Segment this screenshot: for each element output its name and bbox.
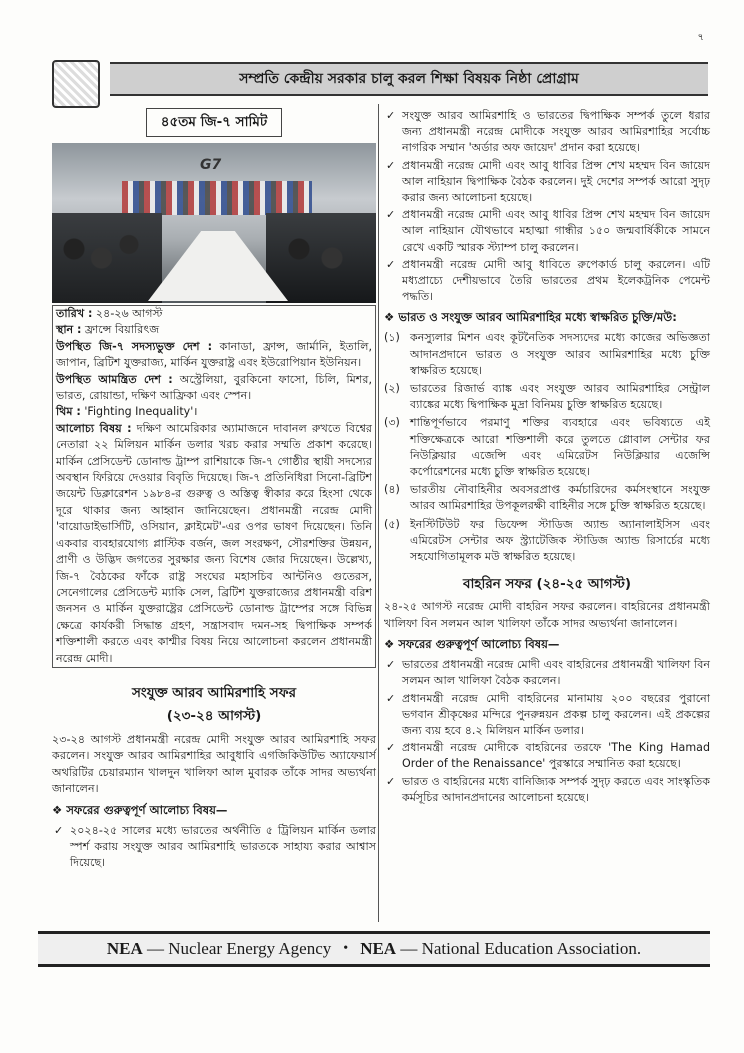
g7-members: [56, 339, 372, 372]
list-item: [384, 207, 710, 256]
check-icon: ✓: [54, 823, 64, 837]
list-item: [384, 740, 710, 772]
check-icon: ✓: [386, 257, 396, 271]
list-item: [384, 257, 710, 306]
uae-points-left: [52, 823, 376, 872]
bahrain-intro: ২৪-২৫ আগস্ট নরেন্দ্র মোদী বাহরিন সফর করলেন। বাহরিনের প্রধানমন্ত্রী খালিফা বিন সলমন আল খালিফা তাঁকে সাদর অভ্যর্থনা জানালেন।: [384, 600, 710, 630]
flags-row: [122, 181, 312, 215]
mou-text: ভারতের রিজার্ভ ব্যাঙ্ক এবং সংযুক্ত আরব আমিরশাহির সেন্ট্রাল ব্যাঙ্কের মধ্যে দ্বিপাক্ষিক মুদ্রা বিনিময় চুক্তি স্বাক্ষরিত হয়েছে।: [410, 382, 710, 412]
g7-summit-photo: [52, 143, 376, 303]
mou-text: ভারতীয় নৌবাহিনীর অবসরপ্রাপ্ত কর্মচারিদের কর্মসংস্থানে সংযুক্ত আরব আমিরশাহির উপকূলরক্ষী বাহিনীর সঙ্গে চুক্তি স্বাক্ষরিত হয়েছে।: [410, 483, 710, 513]
mou-item: [384, 482, 710, 514]
delegates-right: [266, 213, 376, 303]
list-item: [384, 108, 710, 157]
mou-list: [384, 330, 710, 565]
members-label: উপস্থিত জি-৭ সদস্যভুক্ত দেশ :: [56, 339, 213, 353]
mou-item: [384, 415, 710, 480]
g7-info-box: [52, 305, 376, 668]
check-icon: ✓: [386, 109, 396, 122]
footer-entry-1: [107, 939, 331, 959]
diamond-bullet-icon: ❖: [384, 637, 399, 652]
list-item-text: ভারত ও বাহরিনের মধ্যে বানিজ্যিক সম্পর্ক সুদৃঢ় করতে এবং সাংস্কৃতিক কর্মসূচির আদানপ্রদানের আলোচনা হয়েছে।: [402, 774, 710, 804]
g7-place: [56, 322, 372, 338]
g7-title: ৪৫তম জি-৭ সামিট: [146, 108, 282, 137]
list-item: [384, 657, 710, 689]
page-number: ৭: [697, 32, 704, 43]
bahrain-title: বাহরিন সফর (২৪-২৫ আগস্ট): [462, 576, 632, 593]
list-item-text: প্রধানমন্ত্রী নরেন্দ্র মোদী এবং আবু ধাবির প্রিন্স শেখ মহম্মদ বিন জায়েদ আল নাহিয়ান যৌথভাবে মহাত্মা গান্ধীর ১৫০ জন্মবার্ষিকীকে সামনে রেখে একটি স্মারক স্ট্যাম্প চালু করলেন।: [402, 208, 710, 254]
uae-sub-text: সফরের গুরুত্বপূর্ণ আলোচ্য বিষয়—: [66, 802, 228, 817]
list-item-text: ভারতের প্রধানমন্ত্রী নরেন্দ্র মোদী এবং বাহরিনের প্রধানমন্ত্রী খালিফা বিন সলমন আল খালিফা বৈঠক করলেন।: [402, 658, 710, 688]
list-item-text: সংযুক্ত আরব আমিরশাহি ও ভারতের দ্বিপাক্ষিক সম্পর্ক তুলে ধরার জন্য প্রধানমন্ত্রী নরেন্দ্র মোদীকে সংযুক্ত আরব আমিরশাহির সর্বোচ্চ নাগরিক সম্মান 'অর্ডার অফ জায়েদ' প্রদান করা হয়েছে।: [402, 109, 710, 155]
date-value: ২৪-২৬ আগস্ট: [92, 307, 163, 320]
mou-number: (৫): [384, 517, 400, 531]
publisher-logo-icon: [52, 60, 100, 108]
g7-body: [56, 421, 372, 667]
uae-title: সংযুক্ত আরব আমিরশাহি সফর: [131, 684, 296, 701]
delegates-left: [52, 213, 162, 303]
list-item-text: প্রধানমন্ত্রী নরেন্দ্র মোদী এবং আবু ধাবির প্রিন্স শেখ মহম্মদ বিন জায়েদ আল নাহিয়ান দ্বিপাক্ষিক বৈঠক করলেন। দুই দেশের সম্পর্ক আরো সুদৃঢ় করার জন্য আলোচনা হয়েছে।: [402, 158, 710, 205]
date-label: তারিখ :: [56, 307, 93, 320]
list-item: [384, 691, 710, 740]
check-icon: ✓: [386, 658, 396, 672]
list-item: [384, 774, 710, 806]
footer-entry-2: [360, 939, 641, 959]
mou-number: (৩): [384, 416, 400, 430]
bahrain-sub-text: সফরের গুরুত্বপূর্ণ আলোচ্য বিষয়—: [398, 637, 560, 652]
bahrain-sub-heading: [384, 636, 710, 655]
diamond-bullet-icon: ❖: [384, 310, 399, 325]
place-label: স্থান :: [56, 323, 82, 337]
footer-abbr-1: NEA: [106, 939, 143, 958]
body-text: দক্ষিণ আমেরিকার অ্যামাজনে দাবানল রুখতে বিশ্বের নেতারা ২২ মিলিয়ন মার্কিন ডলার খরচ করার সম্মতি প্রকাশ করেছে। মার্কিন প্রেসিডেন্ট ডোনাল্ড ট্রাম্প রাশিয়াকে জি-৭ গোষ্ঠীর স্থায়ী সদস্যের অবস্থান ফিরিয়ে দেওয়ার বিবৃতি দিয়েছে। জি-৭ প্রতিনিধিরা সিনো-ব্রিটিশ জয়েন্ট ডিক্লারেশন ১৯৮৪-র গুরুত্ব ও অস্তিত্ব স্বীকার করে হিংসা থেকে দূরে থাকার জন্য আহ্বান জানিয়েছেন। প্রধানমন্ত্রী নরেন্দ্র মোদী 'বায়োডাইভার্সিটি, ওসিয়ান, ক্লাইমেট'-এর ওপর ভাষণ দিয়েছেন। তিনি একবার ব্যবহারযোগ্য প্লাস্টিক বর্জন, জল সংরক্ষণ, সৌরশক্তির উন্নয়ন, প্রাণী ও উদ্ভিদ জগতের সুরক্ষার জন্য বিশেষ জোর দিয়েছেন। উল্লেখ্য, জি-৭ বৈঠকের ফাঁকে রাষ্ট্র সংঘের মহাসচিব আন্টনিও গুতেরস, সেনেগালের প্রেসিডেন্ট ম্যাকি সেল, ব্রিটিশ যুক্তরাজ্যের প্রধানমন্ত্রী বরিশ জনসন ও মার্কিন যুক্তরাষ্ট্রের প্রেসিডেন্ট ডোনাল্ড ট্রাম্পের সঙ্গে বিভিন্ন ক্ষেত্রে কার্যকরী সিদ্ধান্ত গ্রহণ, সন্ত্রাসবাদ দমন-সহ দ্বিপাক্ষিক সম্পর্ক শক্তিশালী করতে এবং কাশ্মীর বিষয় নিয়ে আলোচনা করলেন প্রধানমন্ত্রী নরেন্দ্র মোদী।: [56, 421, 373, 665]
uae-intro: ২৩-২৪ আগস্ট প্রধানমন্ত্রী নরেন্দ্র মোদী সংযুক্ত আরব আমিরশাহি সফর করলেন। সংযুক্ত আরব আমিরশাহির আবুধাবি এগজিকিউটিভ অ্যাফেয়ার্স অথরিটির চেয়ারম্যান খালদুন খালিফা আল মুবারক তাঁকে সাদর অভ্যর্থনা জানালেন।: [52, 732, 376, 796]
footer-bar: [38, 931, 710, 967]
mou-item: [384, 517, 710, 566]
mou-number: (৪): [384, 483, 400, 497]
uae-points-right: [384, 108, 710, 305]
footer-full-1: — Nuclear Energy Agency: [147, 939, 332, 958]
g7-theme: [56, 404, 372, 420]
column-divider: [378, 104, 379, 922]
check-icon: ✓: [386, 774, 396, 788]
check-icon: ✓: [386, 158, 396, 172]
list-item-text: ২০২৪-২৫ সালের মধ্যে ভারতের অর্থনীতি ৫ ট্রিলিয়ন মার্কিন ডলার স্পর্শ করায় সংযুক্ত আরব আমিরশাহি ভারতকে সাহায্য করার আশ্বাস দিয়েছে।: [70, 823, 376, 869]
uae-dates: (২৩-২৪ আগস্ট): [166, 707, 262, 724]
place-value: ফ্রান্সে বিয়ারিৎজ: [81, 323, 160, 337]
invited-label: উপস্থিত আমন্ত্রিত দেশ :: [56, 372, 173, 386]
mou-heading: [384, 309, 710, 328]
check-icon: ✓: [386, 741, 396, 755]
body-label: আলোচ্য বিষয় :: [56, 421, 132, 435]
mou-text: কনস্যুলার মিশন এবং কূটনৈতিক সদস্যদের মধ্যে কাজের অভিজ্ঞতা আদানপ্রদানে ভারত ও সংযুক্ত আরব আমিরশাহির মধ্যে চুক্তি স্বাক্ষরিত হয়েছে।: [410, 331, 710, 377]
bahrain-points: [384, 657, 710, 806]
invited-value: অস্ট্রেলিয়া, বুরকিনো ফাসো, চিলি, মিশর, ভারত, রোয়ান্ডা, দক্ষিণ আফ্রিকা এবং স্পেন।: [56, 372, 372, 403]
list-item-text: প্রধানমন্ত্রী নরেন্দ্র মোদী বাহরিনের মানামায় ২০০ বছরের পুরানো ভগবান শ্রীকৃষ্ণের মন্দিরে পুনরুন্নয়ন প্রকল্প চালু করলেন। এই প্রকল্পের জন্য ব্যয় হবে ৪.২ মিলিয়ন মার্কিন ডলার।: [402, 691, 710, 737]
mou-item: [384, 381, 710, 413]
g7-logo-text: G7: [200, 157, 222, 173]
left-column: [52, 108, 376, 919]
g7-invited: [56, 372, 372, 405]
g7-date: [56, 306, 372, 322]
page-banner: সম্প্রতি কেন্দ্রীয় সরকার চালু করল শিক্ষা বিষয়ক নিষ্ঠা প্রোগ্রাম: [110, 62, 708, 96]
footer-abbr-2: NEA: [360, 939, 397, 958]
check-icon: ✓: [386, 691, 396, 705]
members-value: কানাডা, ফ্রান্স, জার্মানি, ইতালি, জাপান, ব্রিটিশ যুক্তরাজ্য, মার্কিন যুক্তরাষ্ট্র এবং ইউরোপিয়ান ইউনিয়ন।: [56, 339, 373, 370]
mou-heading-text: ভারত ও সংযুক্ত আরব আমিরশাহির মধ্যে স্বাক্ষরিত চুক্তি/মউ:: [398, 310, 677, 325]
footer-full-2: — National Education Association.: [400, 939, 642, 958]
list-item: [52, 823, 376, 872]
mou-text: ইনস্টিটিউট ফর ডিফেন্স স্টাডিজ অ্যান্ড অ্যানালাইসিস এবং এমিরেটস সেন্টার অফ স্ট্র্যাটেজিক স্টাডিজ অ্যান্ড রিসার্চের মধ্যে সহযোগিতামূলক মউ স্বাক্ষরিত হয়েছে।: [410, 517, 710, 564]
check-icon: ✓: [386, 208, 396, 222]
right-column: [384, 108, 710, 919]
mou-text: শান্তিপূর্ণভাবে পরমাণু শক্তির ব্যবহারে এবং ভবিষ্যতে এই শক্তিক্ষেত্রকে আরো শক্তিশালী করে তুলতে গ্লোবাল সেন্টার ফর নিউক্লিয়ার এজেন্সি এবং এমিরেটস নিউক্লিয়ার এজেন্সি কর্পোরেশনের মধ্যে চুক্তি স্বাক্ষরিত হয়েছে।: [410, 416, 710, 479]
g7-title-wrap: [52, 108, 376, 137]
mou-number: (১): [384, 331, 400, 345]
footer-separator: •: [343, 941, 349, 956]
list-item-text: প্রধানমন্ত্রী নরেন্দ্র মোদীকে বাহরিনের তরফে 'The King Hamad Order of the Renaissance' পুরস্কারে সম্মানিত করা হয়েছে।: [402, 741, 710, 771]
theme-label: থিম :: [56, 405, 81, 419]
uae-sub-heading: [52, 802, 376, 821]
diamond-bullet-icon: ❖: [52, 802, 67, 817]
theme-value: 'Fighting Inequality'।: [80, 405, 198, 419]
mou-item: [384, 330, 710, 379]
list-item-text: প্রধানমন্ত্রী নরেন্দ্র মোদী আবু ধাবিতে রুপেকার্ড চালু করলেন। এটি মধ্যপ্রাচ্যে দেশীয়ভাবে তৈরি ভারতের প্রথম ইলেকট্রনিক পেমেন্ট পদ্ধতি।: [402, 257, 710, 304]
list-item: [384, 158, 710, 207]
mou-number: (২): [384, 382, 400, 396]
